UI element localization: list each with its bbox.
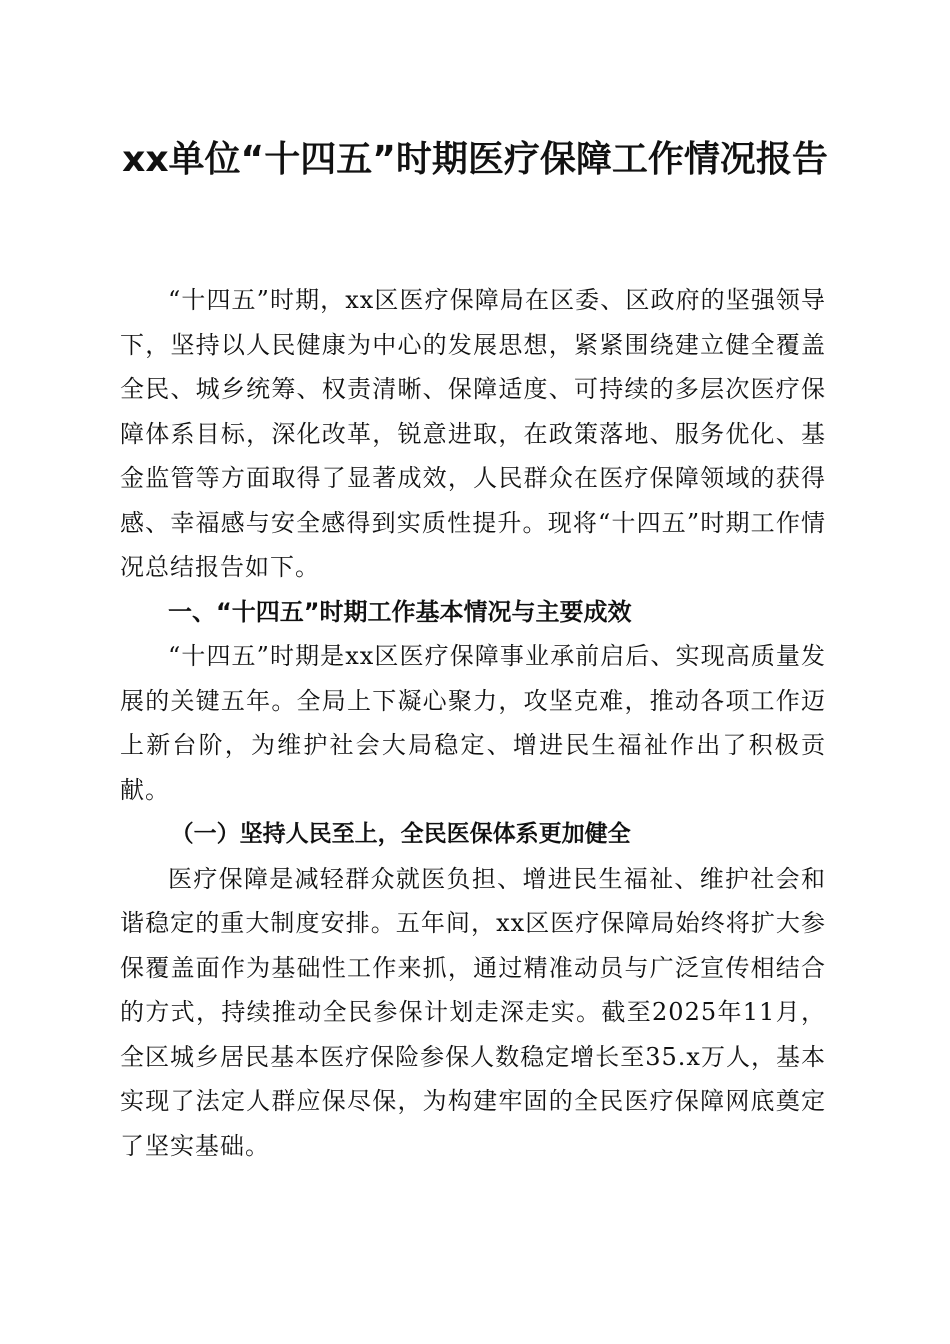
intro-paragraph: “十四五”时期，xx区医疗保障局在区委、区政府的坚强领导下，坚持以人民健康为中心的发展思想，紧紧围绕建立健全覆盖全民、城乡统筹、权责清晰、保障适度、可持续的多层次医疗保障体系目标，深化改革，锐意进取，在政策落地、服务优化、基金监管等方面取得了显著成效，人民群众在医疗保障领域的获得感、幸福感与安全感得到实质性提升。现将“十四五”时期工作情况总结报告如下。 [120,286,826,581]
subsection-1-heading: （一）坚持人民至上，全民医保体系更加健全 [170,821,631,847]
document-title: xx单位“十四五”时期医疗保障工作情况报告 [122,139,828,180]
subsection-1-paragraph: 医疗保障是减轻群众就医负担、增进民生福祉、维护社会和谐稳定的重大制度安排。五年间，xx区医疗保障局始终将扩大参保覆盖面作为基础性工作来抓，通过精准动员与广泛宣传相结合的方式，持续推动全民参保计划走深走实。截至2025年11月，全区城乡居民基本医疗保险参保人数稳定增长至35.x万人，基本实现了法定人群应保尽保，为构建牢固的全民医疗保障网底奠定了坚实基础。 [120,864,826,1160]
document-body [120,278,826,1168]
section-1-heading: 一、“十四五”时期工作基本情况与主要成效 [168,597,632,626]
section-1-paragraph: “十四五”时期是xx区医疗保障事业承前启后、实现高质量发展的关键五年。全局上下凝心聚力，攻坚克难，推动各项工作迈上新台阶，为维护社会大局稳定、增进民生福祉作出了积极贡献。 [120,642,826,804]
